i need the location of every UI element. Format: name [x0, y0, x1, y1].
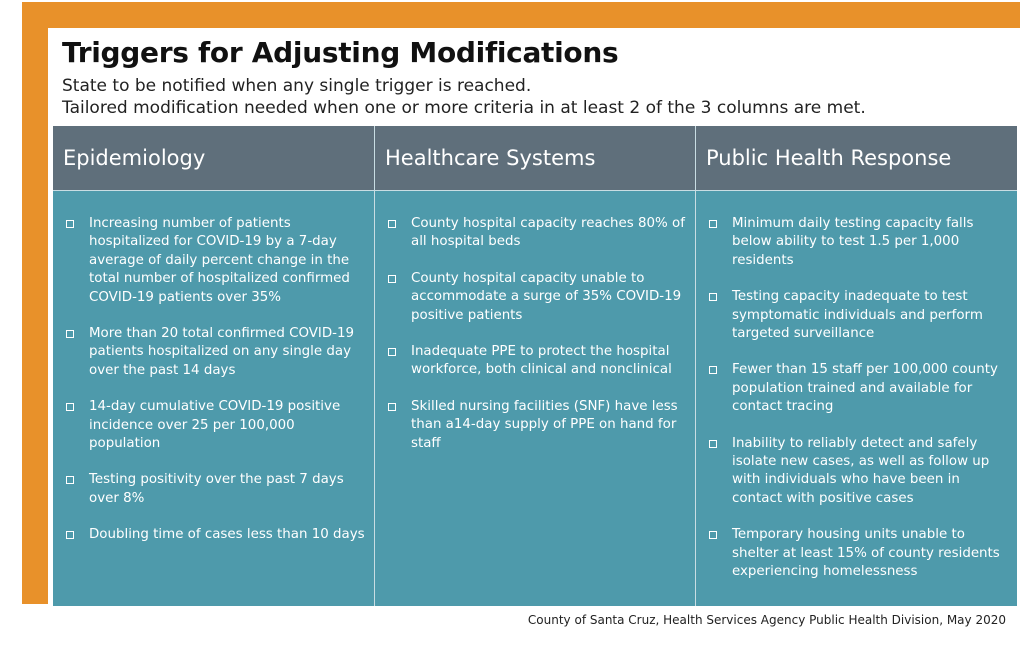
list-item — [385, 398, 689, 453]
checkbox-square-icon — [388, 220, 396, 228]
criterion-text: Testing positivity over the past 7 days over 8% — [89, 472, 344, 506]
column-header-public-health-response: Public Health Response — [695, 126, 1017, 190]
criterion-text: More than 20 total confirmed COVID-19 patients hospitalized on any single day over the past 14 days — [89, 326, 355, 378]
criteria-list — [385, 215, 689, 453]
criterion-text: Doubling time of cases less than 10 days — [89, 527, 365, 543]
list-item — [63, 526, 368, 544]
checkbox-square-icon — [66, 330, 74, 338]
checkbox-square-icon — [66, 220, 74, 228]
checkbox-square-icon — [709, 531, 717, 539]
source-footer: County of Santa Cruz, Health Services Agency Public Health Division, May 2020 — [527, 613, 1006, 627]
criterion-text: Inadequate PPE to protect the hospital workforce, both clinical and nonclinical — [411, 344, 672, 378]
criteria-list — [706, 215, 1011, 582]
criterion-text: Increasing number of patients hospitalized for COVID-19 by a 7-day average of daily percent change in the total number of hospitalized confirmed COVID-19 patients over 35% — [89, 216, 350, 305]
triggers-table — [53, 126, 1017, 606]
criterion-text: Temporary housing units unable to shelter at least 15% of county residents experiencing homelessness — [732, 527, 1000, 580]
criterion-text: Inability to reliably detect and safely isolate new cases, as well as follow up with individuals who have been in contact with positive cases — [732, 435, 990, 506]
orange-frame-left — [22, 2, 48, 604]
criterion-text: Skilled nursing facilities (SNF) have less than a14-day supply of PPE on hand for staff — [411, 398, 678, 451]
column-body-epidemiology — [53, 190, 374, 606]
list-item — [63, 471, 368, 508]
checkbox-square-icon — [66, 531, 74, 539]
criterion-text: 14-day cumulative COVID-19 positive incidence over 25 per 100,000 population — [89, 399, 341, 452]
checkbox-square-icon — [66, 476, 74, 484]
list-item — [63, 398, 368, 453]
checkbox-square-icon — [66, 403, 74, 411]
subtitle-criteria: Tailored modification needed when one or more criteria in at least 2 of the 3 columns are met. — [62, 98, 866, 118]
column-body-public-health-response — [695, 190, 1017, 606]
criteria-list — [63, 215, 368, 545]
criterion-text: Fewer than 15 staff per 100,000 county population trained and available for contact tracing — [732, 362, 998, 415]
checkbox-square-icon — [709, 293, 717, 301]
checkbox-square-icon — [388, 348, 396, 356]
column-body-healthcare-systems — [374, 190, 695, 606]
checkbox-square-icon — [388, 275, 396, 283]
criterion-text: County hospital capacity unable to accommodate a surge of 35% COVID-19 positive patients — [411, 270, 682, 323]
criterion-text: Testing capacity inadequate to test symptomatic individuals and perform targeted surveillance — [732, 289, 983, 342]
list-item — [385, 215, 689, 252]
checkbox-square-icon — [388, 403, 396, 411]
column-header-healthcare-systems: Healthcare Systems — [374, 126, 695, 190]
list-item — [385, 343, 689, 380]
list-item — [63, 215, 368, 307]
list-item — [385, 270, 689, 325]
column-header-epidemiology: Epidemiology — [53, 126, 374, 190]
list-item — [706, 435, 1011, 509]
checkbox-square-icon — [709, 440, 717, 448]
criterion-text: County hospital capacity reaches 80% of all hospital beds — [411, 216, 685, 250]
list-item — [706, 526, 1011, 581]
list-item — [706, 215, 1011, 270]
list-item — [706, 288, 1011, 343]
orange-frame-top — [22, 2, 1020, 28]
list-item — [63, 325, 368, 380]
subtitle-notify: State to be notified when any single trigger is reached. — [62, 76, 532, 96]
list-item — [706, 361, 1011, 416]
checkbox-square-icon — [709, 220, 717, 228]
criterion-text: Minimum daily testing capacity falls below ability to test 1.5 per 1,000 residents — [732, 216, 974, 268]
page-title: Triggers for Adjusting Modifications — [62, 36, 619, 69]
checkbox-square-icon — [709, 366, 717, 374]
